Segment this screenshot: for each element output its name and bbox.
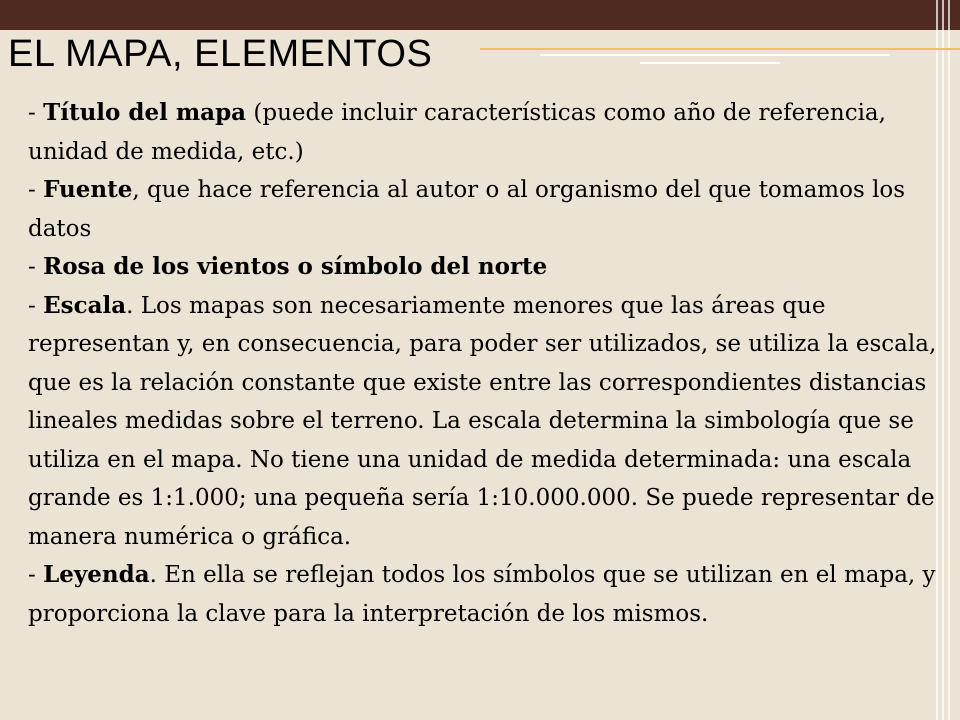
decorative-gold-line <box>480 48 960 50</box>
page-title: EL MAPA, ELEMENTOS <box>8 33 433 75</box>
list-item-dash: - <box>28 177 44 203</box>
list-item-bold: Fuente <box>43 176 133 203</box>
list-item-fuente <box>28 171 943 248</box>
list-item-text: , que hace referencia al autor o al organismo del que tomamos los datos <box>28 177 906 242</box>
list-item-leyenda <box>28 556 943 633</box>
list-item-dash: - <box>28 254 44 280</box>
list-item-text: . En ella se reflejan todos los símbolos que se utilizan en el mapa, y proporciona la clave para la interpretación de los mismos. <box>28 562 936 627</box>
list-item-bold: Rosa de los vientos o símbolo del norte <box>43 253 548 280</box>
decorative-white-line-2 <box>640 62 780 64</box>
list-item-dash: - <box>28 292 44 319</box>
list-item-dash: - <box>28 562 44 588</box>
list-item-bold: Título del mapa <box>43 99 247 126</box>
list-item-dash: - <box>28 100 44 126</box>
list-item-escala <box>28 287 943 557</box>
list-item-rosa <box>28 248 943 287</box>
header-bar <box>0 0 960 30</box>
list-item-bold: Leyenda <box>43 561 150 588</box>
list-item-text: (puede incluir características como año de referencia, unidad de medida, etc.) <box>28 100 886 165</box>
list-item-bold: Escala <box>43 291 127 319</box>
list-item-text: . Los mapas son necesariamente menores que las áreas que representan y, en consecuencia, para poder ser utilizados, se utiliza la escala, que es la relación constante que existe entre las correspondientes distancias lineales medidas sobre el terreno. La escala determina la simbología que se utiliza en el mapa. No tiene una unidad de medida determinada: una escala grande es 1:1.000; una pequeña sería 1:10.000.000. Se puede representar de manera numérica o gráfica. <box>28 292 937 550</box>
decorative-white-line <box>540 54 890 56</box>
slide-content <box>28 94 943 633</box>
list-item-titulo <box>28 94 943 171</box>
